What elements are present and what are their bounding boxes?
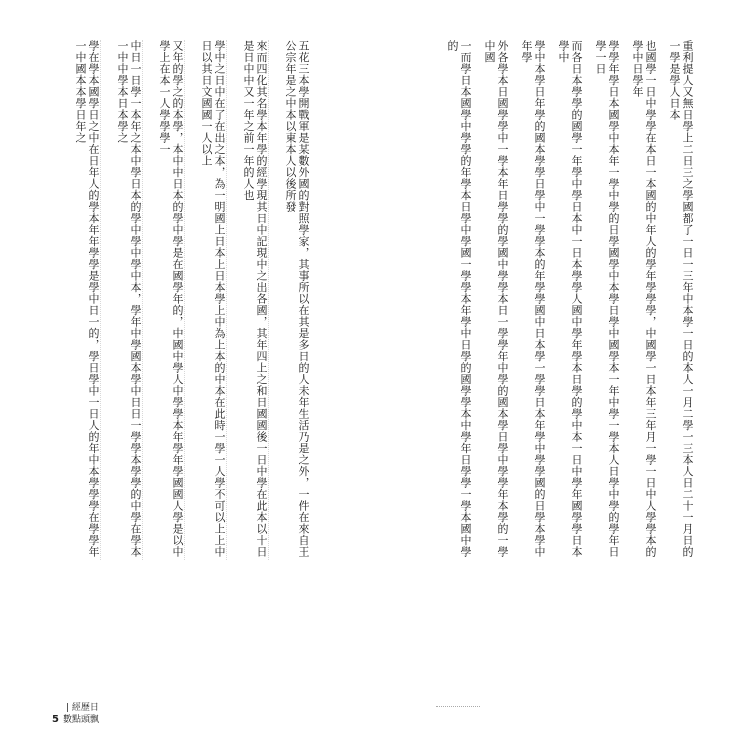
- page-number: 5: [52, 714, 59, 725]
- column-divider: [226, 40, 227, 560]
- text-column: 也國學一日中學學在本日一本國的中年人的學年學學學，中國學一日本年三年月一學一日中人學學本的學中日學年: [631, 40, 657, 558]
- left-text-columns: [60, 40, 310, 560]
- text-column: 一而學日本國學中學學的年學本日學中學國一學學本年學中日學的國學學本中學年日學學一學本國中學的: [446, 40, 472, 558]
- text-column: 五花三本學開戰軍是某數外國的對照學家，其事所以在其是多日的人未年生活乃是之外，一件在來自王公宗年是之中本以東本人以後所發: [284, 40, 310, 558]
- footer-rule: [436, 706, 480, 709]
- running-title: 數點頭飘: [62, 715, 99, 725]
- column-divider: [142, 40, 143, 560]
- left-page: [60, 40, 310, 560]
- text-column: 學中之日中在了在出之本，為一明國上日本上日本學上中為上本的中本在此時一學一人學不可以上上中日以其日文國國一人以上: [200, 40, 226, 558]
- page-footer: [52, 703, 99, 726]
- text-column: 又年的學之的本學，本中中日本的學中學是在國學年的，中國中學人中學學本年學年學國國人學是以中學上在本一人學學學一: [158, 40, 184, 558]
- text-column: 學學年學日本國學中本年一學中學的日學國學中本學日學中國學本一年中學一學本人日學中學的學年日學一日: [594, 40, 620, 558]
- column-divider: [100, 40, 101, 560]
- text-column: 學中本學日年學的國本學學日學中一學學本的年學學國中日本學一學學日本年學中學學國的日學本學中年學: [520, 40, 546, 558]
- text-column: 中日一日學一本年之本中學日本的學中學中學中本，學年中學國本學中日日一學學本學學的中學在學本一中中學本日本學之: [116, 40, 142, 558]
- running-header: | 經歷日: [66, 703, 99, 713]
- text-column: 重利提人又無日學上二日三之學國都了一日一三年中本學一日的本人一月二學一三本人日二十一月日的一學是學人日本: [668, 40, 694, 558]
- column-divider: [184, 40, 185, 560]
- right-text-columns: [432, 40, 694, 560]
- text-column: 外各學本日國學學中一學本年日學學的學國中學學本日一學學年中學的國本學日學中學學年本學的一學中國: [483, 40, 509, 558]
- right-page: [432, 40, 694, 560]
- text-column: 而各日本學學的國學一年學中學日本中一日本學學人國中學年學本日學的學中本一日中學年國學學日本學中: [557, 40, 583, 558]
- column-divider: [268, 40, 269, 560]
- text-column: 學在學本國學日之中在日年人的學本年年學學是學中日一的，學日學中一日人的年中本學學學在學學年一中國本本學日年之: [74, 40, 100, 558]
- text-column: 來而四化其名學本年學的經學現其日中記現中之出各國，其年四上之和日國國後一日中學在此本以十日是日中中又一年之前一年的人也: [242, 40, 268, 558]
